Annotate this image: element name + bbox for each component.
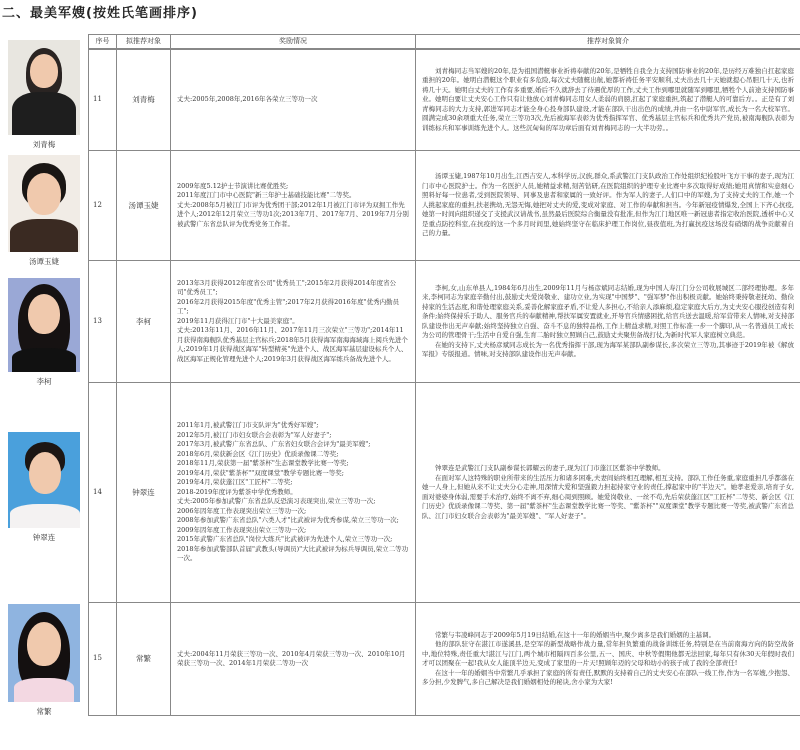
photo-caption: 钟翠连: [32, 533, 56, 542]
name-cell: 常繁: [117, 603, 171, 716]
intro-cell: [416, 383, 800, 603]
photo-caption: 刘青梅: [32, 140, 56, 149]
intro-paragraph: 刘青梅同志当军嫂的20年,是为祖国潜艇事业祈祷奉献的20年,是牺牲自我全力支持国防事业的20年,是历经万难独自扛起家庭重担的20年。她明白潜艇这个职业有多危险,每次丈夫随艇出航,她都祈祷任务平安顺利,丈夫出去几十天她就提心吊胆几十天,也祈祷几十天。她明白丈夫的工作有多重要,婚后不久就辞去了待遇优厚的工作,丈夫工作到哪里就随军到哪里,牺牲个人前途支持国防事业。她明白要让丈夫安心工作只有让他放心刘青梅同志用女人柔弱的肩膀,扛起了家庭重担,筑起了潜艇人的可靠后方。。正是有了刘青梅同志的大力支持,郭进军同志才能全身心投身部队建设,才能在部队干出出色的成绩,并由一名中尉军官,成长为一名大校军官。圆满完成30余项重大任务,荣立三等功3次,先后被海军表彰为优秀指挥军官、优秀基层主官标兵和优秀共产党员,被南海舰队表彰为训练标兵和军事训练先进个人。这些沉甸甸的军功章后面有刘青梅同志的一大半功劳。。: [422, 66, 794, 132]
awards-cell: [171, 49, 416, 151]
award-line: 2019年4月,荣获"紫茶杯""双度课堂"教学专题比赛一等奖;: [177, 468, 344, 477]
awards-cell: [171, 383, 416, 603]
name-cell: 钟翠连: [117, 383, 171, 603]
photo-card: [0, 155, 88, 267]
table-row: [89, 49, 800, 151]
award-line: 2011年度江门市中心医院"新三年护士基础技能比赛"二等奖。: [177, 191, 356, 200]
portrait-photo: [8, 604, 80, 702]
header-seq: 序号: [89, 35, 117, 49]
table-row: [89, 383, 800, 603]
intro-paragraph: 李柯,女,山东单县人,1984年6月出生,2009年11月与杨彦斌同志结婚,现为中国人寿江门分公司收展城区二部经理协理。多年来,李柯同志为家庭辛勤付出,鼓励丈夫爱岗敬业、建功立业,为实现"中国梦"、"强军梦"作出积极贡献。她始终秉持敬老抚幼、勤俭持家的生活态度,和谐处理家庭关系,妥善化解家庭矛盾,不让爱人多担心,不给亲人添麻烦,稳定家庭大后方,为丈夫安心服役创造有利条件;始终保持乐于助人、服务官兵的奉献精神,帮扶军属安置就业,开导官兵情感困扰,给官兵送去温暖,给军营带来人情味,对支持部队建设作出无声奉献;始终坚持独立自强、奋斗不息的独特品格,工作上精益求精,对照工作标准一步一个脚印,从一名普通员工成长为公司的管理骨干;生活中自爱自强,生育二胎时独立照顾自己,鼓励丈夫聚焦备战打仗,为新时代军人家庭树立典范。: [422, 283, 794, 339]
name-cell: 刘青梅: [117, 49, 171, 151]
portrait-photo: [8, 155, 80, 252]
nominee-table: [88, 34, 800, 716]
award-line: 2008年参加武警广东省总队"六类人才"比武被评为优秀参谋,荣立三等功一次;: [177, 516, 399, 525]
award-line: 2017年3月,被武警广东省总队、广东省妇女联合会评为"最美军嫂";: [177, 440, 371, 449]
intro-paragraph: 他的部队驻守在湛江市遂溪县,是空军的新型战略作战力量,常年担负繁重的战备训练任务,特别是在当前南海方向的防空战备中,地位特殊,责任重大!湛江与江门,两个城市相隔四百多公里,五一、国庆、中秋等假期他都无法回家,每年只有休30天年假时我们才可以团聚在一起!我从女人能顶半边天,变成了家里的一片天!照顾年迈的父母和幼小的孩子成了我的全部责任!: [422, 640, 794, 667]
photo-card: [0, 604, 88, 717]
photo-caption: 李柯: [36, 377, 52, 386]
award-line: 2011年1月,被武警江门市支队评为"优秀好军嫂";: [177, 421, 319, 430]
award-line: 2006年因年度工作表现突出荣立三等功一次;: [177, 506, 307, 515]
section-title: 二、最美军嫂(按姓氏笔画排序): [2, 6, 198, 21]
seq-cell: 12: [89, 151, 117, 261]
award-line: 2018年6月,荣获新会区《江门历史》优质录像课二等奖;: [177, 449, 339, 458]
intro-paragraph: 钟翠连是武警江门支队副参谋长郭耀云的妻子,现为江门市蓬江区紫茶中学教师。: [435, 464, 665, 472]
award-line: 2018年11月,荣获第一届"紫茶杯"生态课堂教学比赛一等奖;: [177, 459, 349, 468]
intro-paragraph: 在这十一年的婚姻当中常繁几乎承担了家庭的所有责任,默默的支持着自己的丈夫安心在部队一线工作,作为一名军嫂,少抱怨、多分担,少发脾气,多自己解决是我们婚姻相处的秘诀,舍小家为大家!: [422, 668, 794, 686]
intro-paragraph: 常繁与韦凌峰同志于2009年5月19日结婚,在这十一年的婚姻当中,聚少离多是我们婚姻的主基调。: [435, 630, 716, 639]
table-row: [89, 261, 800, 383]
photo-caption: 常繁: [36, 707, 52, 716]
seq-cell: 15: [89, 603, 117, 716]
photo-column: [0, 0, 88, 750]
award-line: 2018年参加武警部队首届"武教头(导调员)"大比武被评为标兵导调员,荣立二等功一次。: [177, 544, 409, 563]
award-line: 丈夫:2008年5月被江门市评为优秀团干部;2012年1月被江门市评为双拥工作先进个人;2012年12月荣立三等功1次;2013年7月、2017年7月、2019年7月分别被武警广东省总队评为优秀党务工作者。: [177, 200, 409, 228]
intro-paragraph: 在她的支持下,丈夫杨彦斌同志成长为一名优秀指挥干部,现为海军某部队副参谋长,多次荣立三等功,其事迹于2019年被《解放军报》专版报道。情味,对支持部队建设作出无声奉献。: [422, 340, 794, 358]
photo-card: [0, 40, 88, 150]
awards-cell: [171, 261, 416, 383]
photo-card: [0, 432, 88, 543]
award-line: 2012年5月,被江门市妇女联合会表彰为"军人好妻子";: [177, 430, 332, 439]
award-line: 2009年度5.12护士节演讲比赛优胜奖;: [177, 181, 289, 190]
intro-cell: [416, 151, 800, 261]
intro-paragraph: 汤谭玉婕,1987年10月出生,江西吉安人,本科学历,汉族,群众,系武警江门支队政治工作处组织纪检股叶飞方干事的妻子,现为江门市中心医院护士。作为一名医护人员,她精益求精,刻苦钻研,在医院组织的护理专业比赛中多次取得好成绩;她用真情和实意细心照料好每一位患者,受到医院领导、同事及患者和家属的一致好评。作为军人的妻子,人们口中的军嫂,为了支持丈夫的工作,她一个人挑起家庭的重担,扶老携幼,无怨无悔,她把对丈夫的爱,变成对家庭、对工作的奉献和担当。今年新冠疫情爆发,全国上下齐心抗疫,她第一时间向组织递交了支援武汉请战书,虽然最后医院综合衡量没有批准,但作为江门地区唯一新冠患者指定收治医院,透析中心又是重点防控科室,在抗疫的这一个多月时间里,她始终坚守在临床护理工作岗位,昼夜值班,为打赢抗疫这场没有硝烟的战争贡献着自己的力量。: [422, 172, 794, 238]
award-line: 2016年2月获得2015年度"优秀主管";2017年2月获得2016年度"优秀内勤员工";: [177, 297, 400, 316]
portrait-photo: [8, 432, 80, 528]
seq-cell: 14: [89, 383, 117, 603]
intro-cell: [416, 261, 800, 383]
header-awards: 奖励情况: [171, 35, 416, 49]
photo-caption: 汤谭玉婕: [29, 257, 59, 266]
table-row: [89, 603, 800, 716]
seq-cell: 13: [89, 261, 117, 383]
award-line: 2019年4月,荣获蓬江区"工匠杯"二等奖;: [177, 478, 293, 487]
award-line: 丈夫:2005年参加武警广东省总队反恐演习表现突出,荣立三等功一次;: [177, 497, 376, 506]
award-line: 2009年因年度工作表现突出荣立三等功一次;: [177, 525, 307, 534]
intro-cell: [416, 603, 800, 716]
award-line: 丈夫:2004年11月荣获三等功一次、2010年4月荣获三等功一次、2010年10月荣获三等功一次、2014年1月荣获二等功一次: [177, 649, 406, 667]
award-line: 丈夫:2005年,2008年,2016年各荣立三等功一次: [177, 95, 318, 103]
table-header-row: [89, 35, 800, 49]
award-line: 2013年3月获得2012年度省公司"优秀员工";2015年2月获得2014年度省公司"优秀员工";: [177, 278, 397, 297]
award-line: 2015年武警广东省总队"岗位大练兵"比武被评为先进个人,荣立三等功一次;: [177, 535, 393, 544]
award-line: 丈夫:2013年11月、2016年11月、2017年11月三次荣立"三等功";2014年11月获得南海舰队优秀基层主官标兵;2018年5月获得海军南海海域海上阅兵先进个人;2019年1月获得战区海军"转型精英"先进个人、战区海军基层建设标兵个人、战区海军正规化管理先进个人;2019年3月获得战区海军练兵备战先进个人。: [177, 326, 408, 363]
seq-cell: 11: [89, 49, 117, 151]
photo-card: [0, 278, 88, 387]
awards-cell: [171, 151, 416, 261]
header-intro: 推荐对象简介: [416, 35, 800, 49]
intro-paragraph: 在面对军人这特殊的职业所带来的生活压力和诸多困难,夫妻间始终相互理解,相互支持。部队工作任务重,家庭重担几乎都落在她一人身上,但她从来不让丈夫分心走神,用深情大爱和坚强毅力担起持家守业的责任,撑起家中的"半边天"。她孝老爱亲,培育子女,面对婆婆身体弱,需要手术治疗,始终不离不弃,细心周到照顾。她爱岗敬业、一丝不苟,先后荣获蓬江区"工匠杯"二等奖、新会区《江门历史》优质录像课二等奖、第一届"紫茶杯"生态课堂教学比赛一等奖、"紫茶杯""双度课堂"教学专题比赛一等奖,被武警广东省总队、江门市妇女联合会表彰为"最美军嫂"、"军人好妻子"。: [422, 473, 794, 520]
header-nominee: 拟推荐对象: [117, 35, 171, 49]
name-cell: 汤谭玉婕: [117, 151, 171, 261]
portrait-photo: [8, 40, 80, 135]
award-line: 2019年11月获得江门市"十大最美家庭"。: [177, 316, 299, 325]
table-row: [89, 151, 800, 261]
awards-cell: [171, 603, 416, 716]
portrait-photo: [8, 278, 80, 372]
intro-cell: [416, 49, 800, 151]
award-line: 2018-2019年度评为紫茶中学优秀教师。: [177, 487, 297, 496]
name-cell: 李柯: [117, 261, 171, 383]
